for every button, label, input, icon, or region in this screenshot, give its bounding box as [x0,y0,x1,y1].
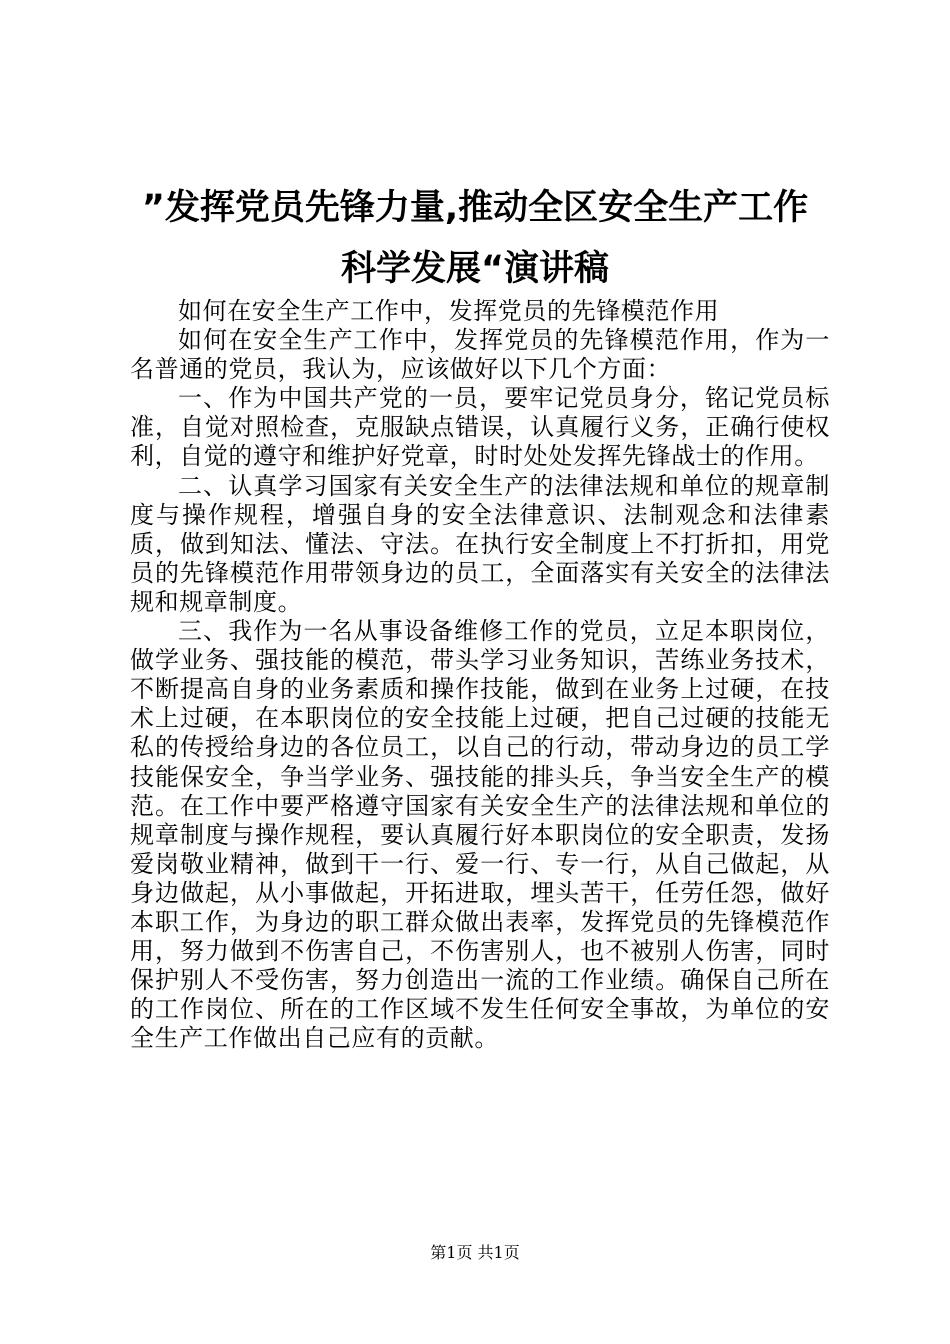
paragraph-subtitle: 如何在安全生产工作中，发挥党员的先锋模范作用 [178,297,720,325]
page-footer: 第1页 共1页 [430,1243,520,1262]
document-title-line-2: 科学发展“演讲稿 [340,249,609,289]
document-title-line-1: ”发挥党员先锋力量,推动全区安全生产工作 [141,188,809,228]
document-body [130,297,830,1053]
paragraph-point-2: 二、认真学习国家有关安全生产的法律法规和单位的规章制度与操作规程，增强自身的安全法律意识、法制观念和法律素质，做到知法、懂法、守法。在执行安全制度上不打折扣，用党员的先锋模范作用带领身边的员工，全面落实有关安全的法律法规和规章制度。 [130,471,830,616]
paragraph-point-1: 一、作为中国共产党的一员，要牢记党员身分，铭记党员标准，自觉对照检查，克服缺点错误，认真履行义务，正确行使权利，自觉的遵守和维护好党章，时时处处发挥先锋战士的作用。 [130,384,830,471]
paragraph-intro: 如何在安全生产工作中，发挥党员的先锋模范作用，作为一名普通的党员，我认为，应该做好以下几个方面： [130,326,830,384]
paragraph-point-3: 三、我作为一名从事设备维修工作的党员，立足本职岗位，做学业务、强技能的模范，带头学习业务知识，苦练业务技术，不断提高自身的业务素质和操作技能，做到在业务上过硬，在技术上过硬，在本职岗位的安全技能上过硬，把自己过硬的技能无私的传授给身边的各位员工，以自己的行动，带动身边的员工学技能保安全，争当学业务、强技能的排头兵，争当安全生产的模范。在工作中要严格遵守国家有关安全生产的法律法规和单位的规章制度与操作规程，要认真履行好本职岗位的安全职责，发扬爱岗敬业精神，做到干一行、爱一行、专一行，从自己做起，从身边做起，从小事做起，开拓进取，埋头苦干，任劳任怨，做好本职工作，为身边的职工群众做出表率，发挥党员的先锋模范作用，努力做到不伤害自己，不伤害别人，也不被别人伤害，同时保护别人不受伤害，努力创造出一流的工作业绩。确保自己所在的工作岗位、所在的工作区域不发生任何安全事故，为单位的安全生产工作做出自己应有的贡献。 [130,617,830,1053]
